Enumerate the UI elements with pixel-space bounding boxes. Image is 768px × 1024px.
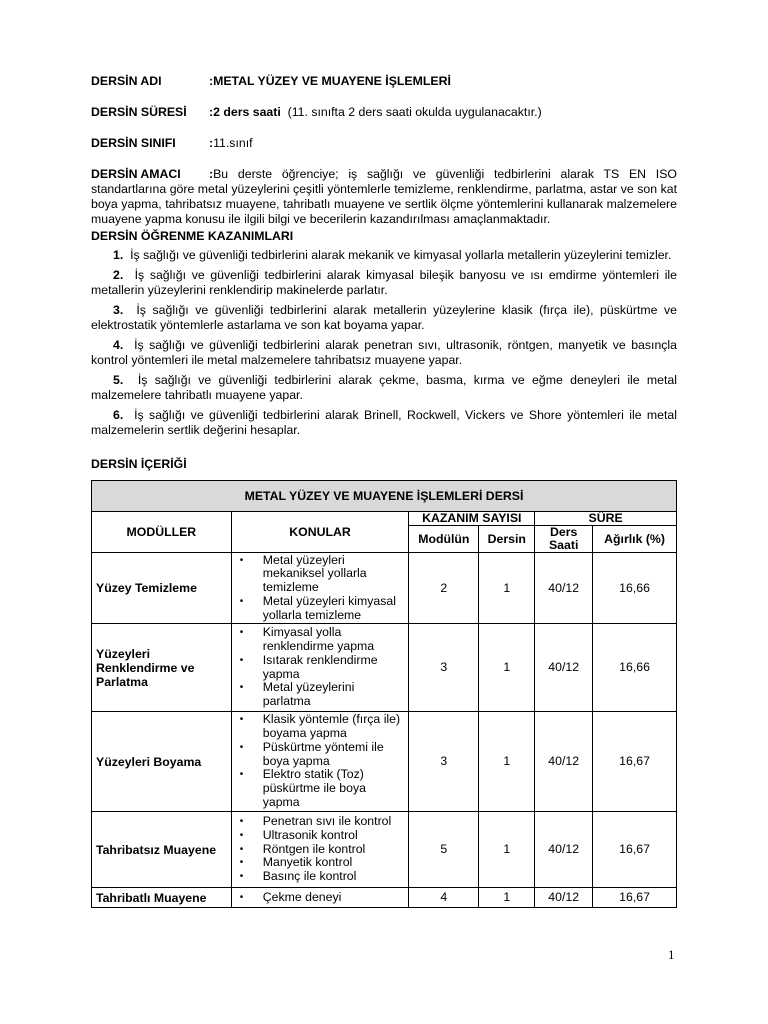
course-name-row [91, 74, 677, 89]
topic-list [236, 554, 405, 623]
course-grade-row [91, 136, 677, 151]
course-duration-row [91, 105, 677, 120]
topics-header: KONULAR [231, 512, 409, 553]
outcome-count-header: KAZANIM SAYISI [409, 512, 535, 526]
topic-item: • Elektro statik (Toz) püskürtme ile boya yapma [236, 768, 405, 809]
outcome-item: 1. İş sağlığı ve güvenliği tedbirlerini alarak mekanik ve kimyasal yollarla metallerin yüzeylerini temizler. [113, 248, 672, 262]
module-count: 3 [409, 712, 479, 812]
hours: 40/12 [535, 812, 593, 888]
outcome-item: 3. İş sağlığı ve güvenliği tedbirlerini alarak metallerin yüzeylerine klasik (fırça ile), püskürtme ve elektrostatik yöntemlerle astarlama ve son kat boyama yapar. [91, 303, 677, 332]
course-aim-paragraph [91, 167, 677, 227]
topic-list [236, 713, 405, 810]
course-aim-label: DERSİN AMACI [91, 167, 181, 181]
outcome-item: 2. İş sağlığı ve güvenliği tedbirlerini alarak kimyasal bileşik banyosu ve ısı emdirme yöntemleri ile metallerin yüzeylerini renklendirip makinelerde parlatır. [91, 268, 677, 297]
hours: 40/12 [535, 624, 593, 712]
module-count: 4 [409, 888, 479, 908]
table-title: METAL YÜZEY VE MUAYENE İŞLEMLERİ DERSİ [92, 481, 677, 512]
outcome-item: 5. İş sağlığı ve güvenliği tedbirlerini alarak çekme, basma, kırma ve eğme deneyleri ile metal malzemelere tahribatlı muayene yapar. [91, 373, 677, 402]
course-aim-text: Bu derste öğrenciye; iş sağlığı ve güvenliği tedbirlerini alarak TS EN ISO standartlarına göre metal yüzeylerini çeşitli yöntemlerle temizleme, renklendirme, parlatma, astar ve son kat boya yapma, tahribatsız muayene, tahribatlı muayene ve sertlik ölçme yöntemlerini kullanarak malzemelere muayene yapma konusu ile ilgili bilgi ve becerilerin kazandırılması amaçlanmaktadır. [91, 167, 677, 226]
course-count-header: Dersin [479, 526, 535, 553]
module-name: Tahribatsız Muayene [92, 812, 232, 888]
module-name: Yüzeyleri Boyama [92, 712, 232, 812]
weight: 16,67 [593, 712, 677, 812]
course-count: 1 [479, 712, 535, 812]
outcome-item: 4. İş sağlığı ve güvenliği tedbirlerini alarak penetran sıvı, ultrasonik, röntgen, manyetik ve basınçla kontrol yöntemleri ile metal malzemelere tahribatsız muayene yapar. [91, 338, 677, 367]
topic-list [236, 815, 405, 884]
module-count: 5 [409, 812, 479, 888]
course-aim-colon: : [209, 167, 214, 181]
table-row [92, 553, 677, 624]
topic-list [236, 626, 405, 709]
outcome-item: 6. İş sağlığı ve güvenliği tedbirlerini alarak Brinell, Rockwell, Vickers ve Shore yöntemleri ile metal malzemelerin sertlik değerini hesaplar. [91, 408, 677, 437]
course-name-label: DERSİN ADI [91, 74, 162, 88]
course-duration-value: :2 ders saati [209, 105, 281, 119]
topic-item: • Metal yüzeyleri kimyasal yollarla temizleme [236, 595, 405, 623]
outcomes-title: DERSİN ÖĞRENME KAZANIMLARI [91, 229, 294, 243]
topic-item: • Basınç ile kontrol [236, 870, 405, 884]
course-duration-note: (11. sınıfta 2 ders saati okulda uygulanacaktır.) [287, 105, 542, 119]
topic-item: • Röntgen ile kontrol [236, 843, 405, 857]
course-count: 1 [479, 553, 535, 624]
document-page [91, 74, 677, 908]
weight-header: Ağırlık (%) [593, 526, 677, 553]
weight: 16,66 [593, 553, 677, 624]
weight: 16,67 [593, 812, 677, 888]
topic-item: • Isıtarak renklendirme yapma [236, 654, 405, 682]
topic-item: • Ultrasonik kontrol [236, 829, 405, 843]
topic-item: • Kimyasal yolla renklendirme yapma [236, 626, 405, 654]
course-count: 1 [479, 888, 535, 908]
topic-item: • Püskürtme yöntemi ile boya yapma [236, 741, 405, 769]
modules-header: MODÜLLER [92, 512, 232, 553]
course-grade-value: 11.sınıf [213, 136, 253, 150]
curriculum-table [91, 480, 677, 908]
hours-header: Ders Saati [535, 526, 593, 553]
module-count: 3 [409, 624, 479, 712]
outcomes-list [91, 248, 677, 438]
table-row [92, 712, 677, 812]
table-row [92, 888, 677, 908]
topic-list [236, 891, 405, 905]
course-grade-colon: : [209, 136, 214, 150]
hours: 40/12 [535, 888, 593, 908]
topic-item: • Metal yüzeyleri mekaniksel yollarla temizleme [236, 554, 405, 595]
topic-item: • Manyetik kontrol [236, 856, 405, 870]
table-row [92, 812, 677, 888]
module-name: Yüzeyleri Renklendirme ve Parlatma [92, 624, 232, 712]
topic-item: • Metal yüzeylerini parlatma [236, 681, 405, 709]
topic-item: • Klasik yöntemle (fırça ile) boyama yapma [236, 713, 405, 741]
page-number: 1 [668, 947, 675, 962]
course-grade-label: DERSİN SINIFI [91, 136, 176, 150]
hours: 40/12 [535, 712, 593, 812]
course-count: 1 [479, 812, 535, 888]
weight: 16,67 [593, 888, 677, 908]
course-duration-label: DERSİN SÜRESİ [91, 105, 187, 119]
module-name: Yüzey Temizleme [92, 553, 232, 624]
weight: 16,66 [593, 624, 677, 712]
content-title: DERSİN İÇERİĞİ [91, 457, 187, 471]
module-name: Tahribatlı Muayene [92, 888, 232, 908]
duration-header: SÜRE [535, 512, 677, 526]
course-count: 1 [479, 624, 535, 712]
course-name-value: :METAL YÜZEY VE MUAYENE İŞLEMLERİ [209, 74, 451, 88]
module-count-header: Modülün [409, 526, 479, 553]
topic-item: • Çekme deneyi [236, 891, 405, 905]
topic-item: • Penetran sıvı ile kontrol [236, 815, 405, 829]
table-row [92, 624, 677, 712]
hours: 40/12 [535, 553, 593, 624]
module-count: 2 [409, 553, 479, 624]
